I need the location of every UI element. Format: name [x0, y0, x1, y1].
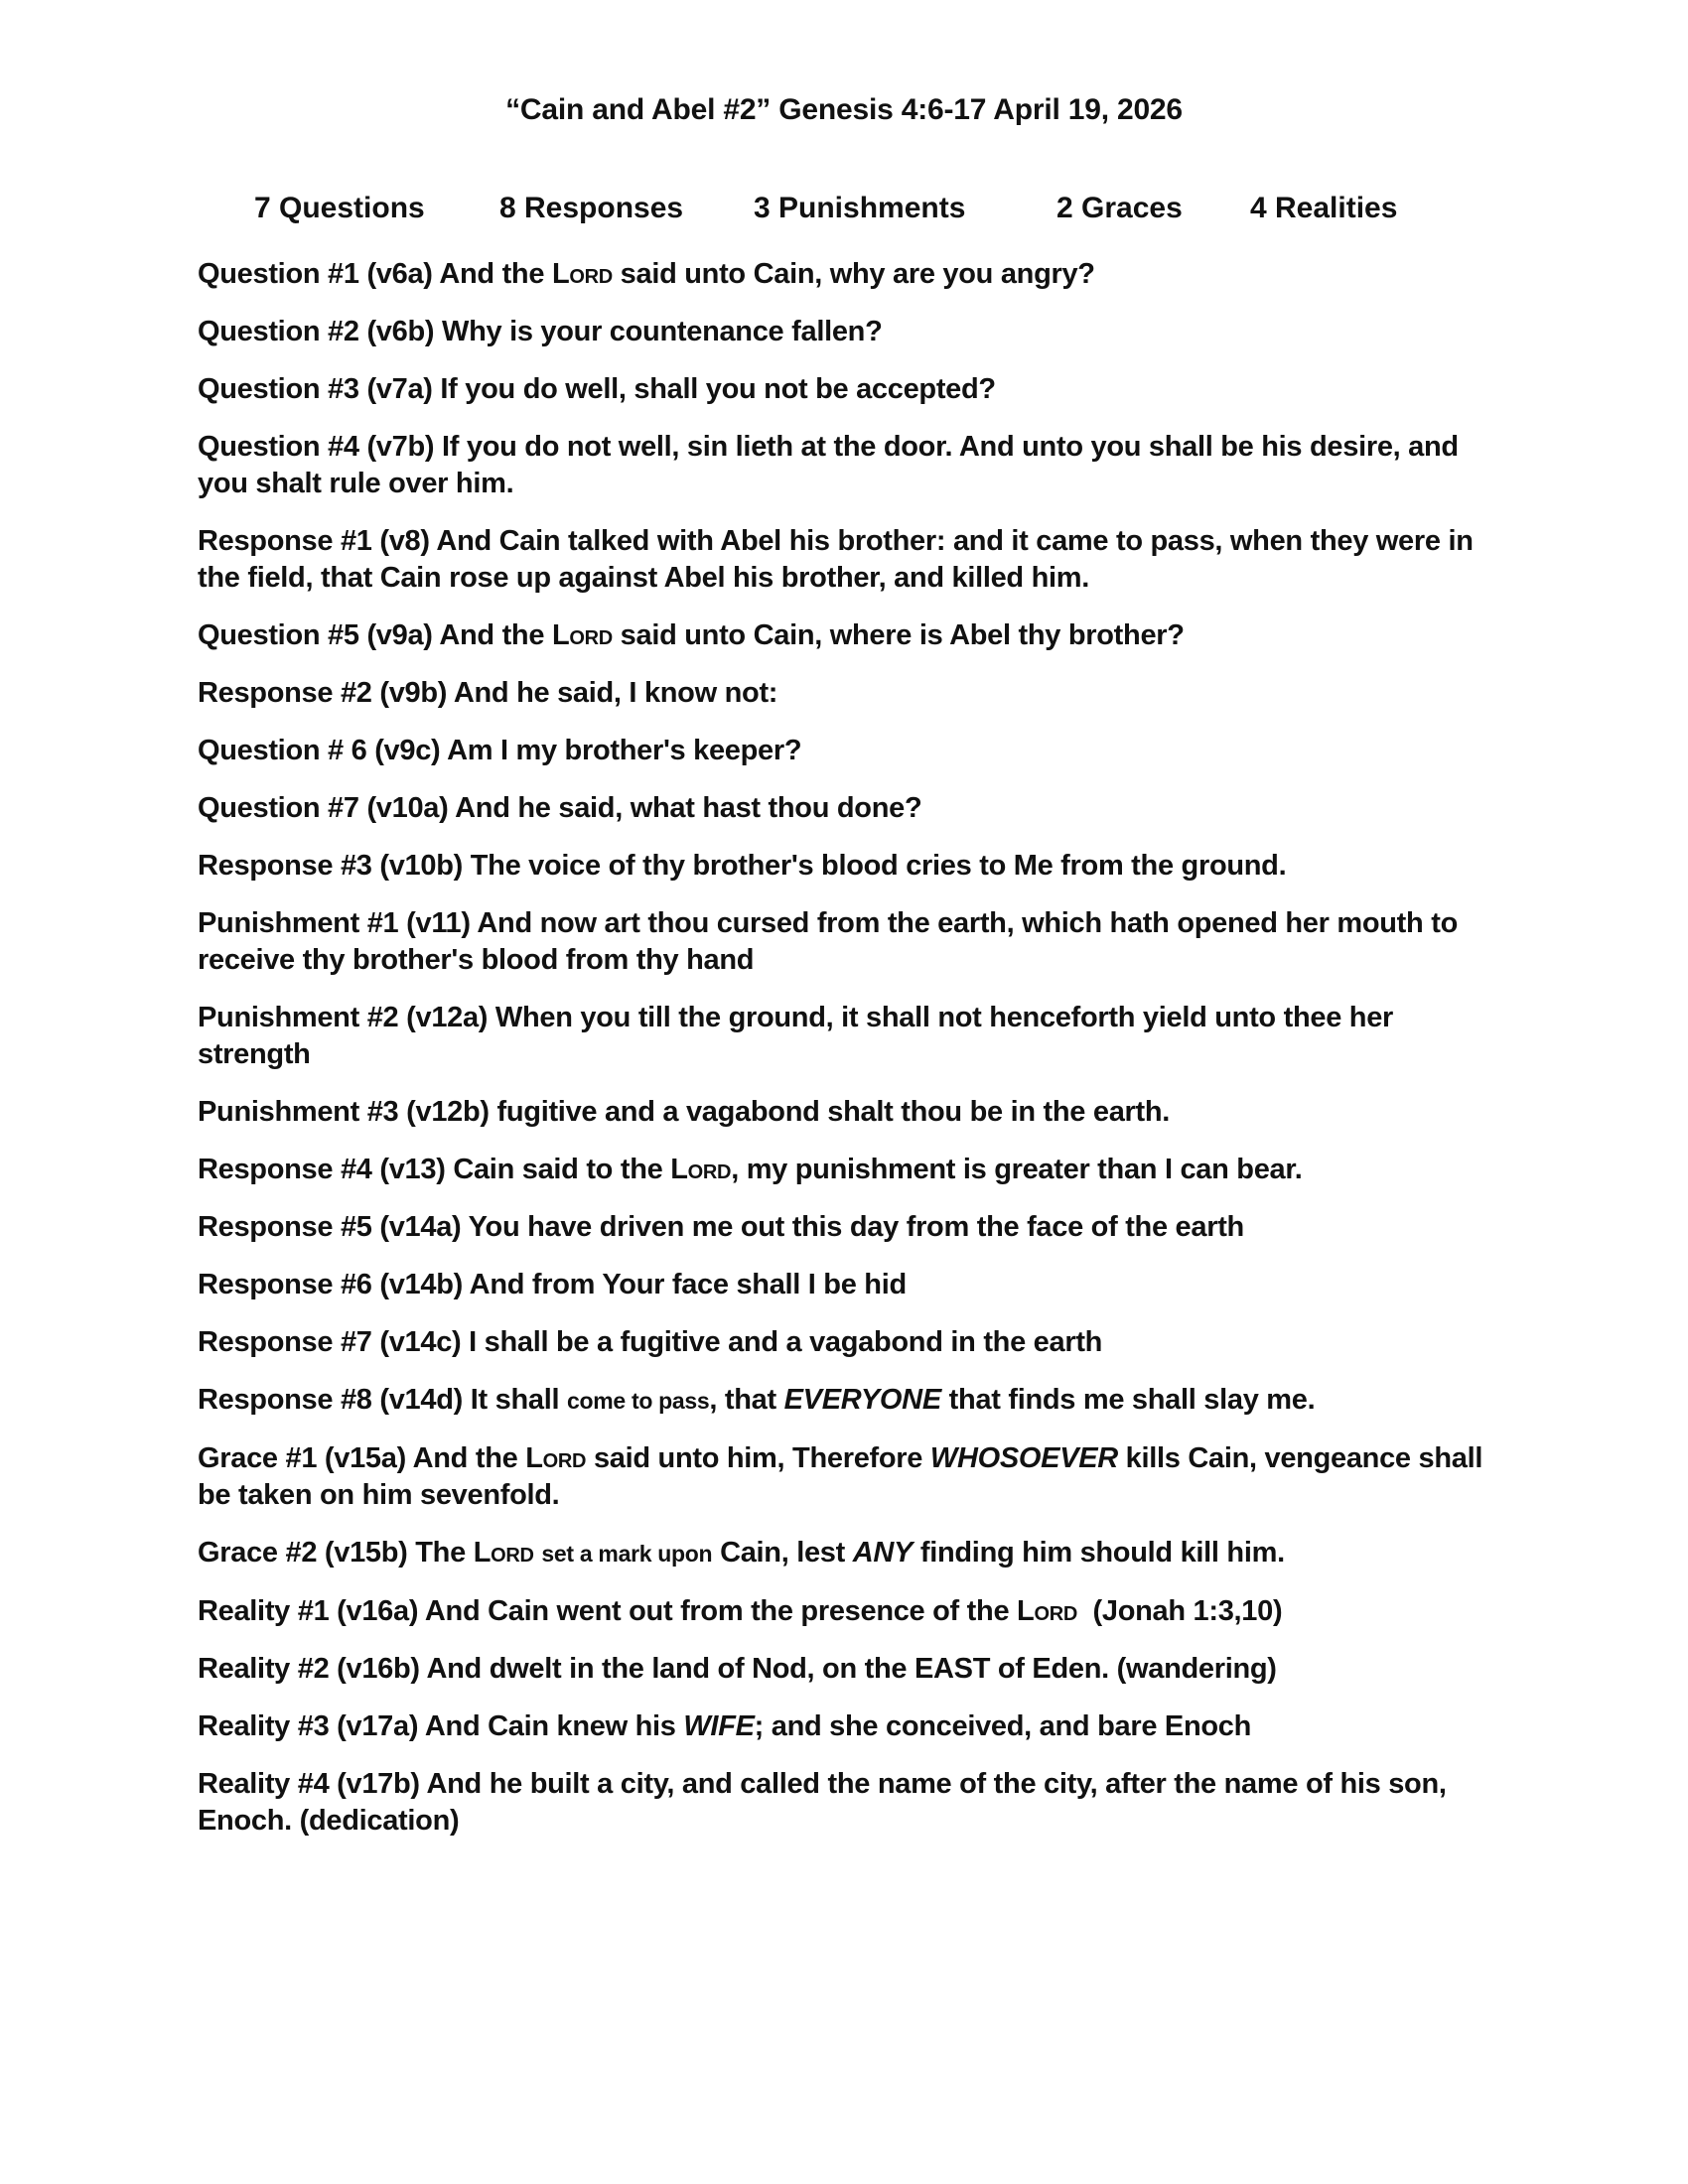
verse-text: said unto Cain, where is Abel thy brother? [612, 619, 1185, 651]
emphasis-text: ANY [852, 1537, 914, 1569]
verse-text: Cain, lest [712, 1537, 853, 1569]
verse-label: Response #5 (v14a) [198, 1211, 462, 1243]
verse-text: And now art thou cursed from the earth, which hath opened her mouth to receive thy brother's blood from thy hand [198, 907, 1466, 976]
verse-text: said unto Cain, why are you angry? [612, 258, 1095, 290]
verse-text: And dwelt in the land of Nod, on the EAST of Eden. (wandering) [419, 1653, 1277, 1685]
verse-list [198, 256, 1488, 1860]
summary-responses: 8 Responses [499, 192, 684, 224]
verse-label: Question #7 (v10a) [198, 792, 449, 824]
verse-item [198, 733, 1488, 769]
verse-text: Am I my brother's keeper? [440, 735, 802, 766]
verse-label: Question #2 (v6b) [198, 316, 435, 347]
verse-item [198, 1382, 1488, 1420]
verse-text: And from Your face shall I be hid [463, 1269, 907, 1300]
verse-label: Grace #1 (v15a) [198, 1442, 406, 1474]
verse-label: Question #1 (v6a) [198, 258, 433, 290]
verse-label: Question # 6 (v9c) [198, 735, 441, 766]
verse-label: Response #8 (v14d) [198, 1384, 463, 1416]
verse-label: Question #5 (v9a) [198, 619, 433, 651]
verse-item [198, 314, 1488, 350]
lord-small-caps: Lord [551, 258, 613, 290]
verse-text: (Jonah 1:3,10) [1077, 1595, 1283, 1627]
verse-label: Response #1 (v8) [198, 525, 430, 557]
verse-item [198, 1267, 1488, 1303]
document-title: “Cain and Abel #2” Genesis 4:6-17 April 19, 2026 [505, 93, 1183, 126]
verse-item [198, 848, 1488, 885]
verse-item [198, 617, 1488, 654]
verse-label: Response #6 (v14b) [198, 1269, 463, 1300]
verse-text: And Cain knew his [418, 1710, 684, 1742]
summary-realities: 4 Realities [1250, 192, 1398, 224]
verse-label: Response #2 (v9b) [198, 677, 448, 709]
verse-text: come to pass [566, 1388, 710, 1414]
verse-text: Cain said to the [445, 1154, 671, 1185]
verse-text: finding him should kill him. [913, 1537, 1285, 1569]
verse-text: If you do not well, sin lieth at the door. And unto you shall be his desire, and you shalt rule over him. [198, 431, 1467, 499]
verse-text: I shall be a fugitive and a vagabond in the earth [461, 1326, 1103, 1358]
verse-item [198, 1766, 1488, 1840]
verse-label: Punishment #3 (v12b) [198, 1096, 490, 1128]
verse-label: Reality #2 (v16b) [198, 1653, 420, 1685]
verse-item [198, 1209, 1488, 1246]
verse-text: And the [432, 619, 552, 651]
verse-text: You have driven me out this day from the face of the earth [461, 1211, 1244, 1243]
verse-label: Reality #1 (v16a) [198, 1595, 419, 1627]
verse-item [198, 675, 1488, 712]
emphasis-text: WHOSOEVER [929, 1442, 1118, 1474]
verse-item [198, 1000, 1488, 1073]
verse-label: Question #4 (v7b) [198, 431, 435, 463]
verse-text: And the [405, 1442, 526, 1474]
verse-text: And Cain talked with Abel his brother: and it came to pass, when they were in the field, that Cain rose up against Abel his brother, and killed him. [198, 525, 1481, 594]
verse-text: that finds me shall slay me. [940, 1384, 1316, 1416]
verse-label: Grace #2 (v15b) [198, 1537, 408, 1569]
verse-text: kills Cain, vengeance shall be taken on him sevenfold. [198, 1442, 1490, 1511]
verse-item [198, 371, 1488, 408]
lord-small-caps: Lord [1017, 1595, 1077, 1627]
verse-text: , my punishment is greater than I can bear. [731, 1154, 1303, 1185]
lord-small-caps: Lord [551, 619, 613, 651]
summary-graces: 2 Graces [1056, 192, 1183, 224]
lord-small-caps: Lord [525, 1442, 587, 1474]
verse-item [198, 1094, 1488, 1131]
verse-label: Response #4 (v13) [198, 1154, 446, 1185]
verse-item [198, 1708, 1488, 1745]
verse-item [198, 1593, 1488, 1630]
verse-item [198, 1440, 1488, 1514]
verse-label: Punishment #2 (v12a) [198, 1002, 489, 1033]
verse-label: Response #7 (v14c) [198, 1326, 462, 1358]
emphasis-text: EVERYONE [783, 1384, 941, 1416]
verse-label: Response #3 (v10b) [198, 850, 463, 882]
verse-text: And the [432, 258, 552, 290]
verse-item [198, 1535, 1488, 1572]
verse-text: If you do well, shall you not be accepted? [432, 373, 996, 405]
verse-text: And Cain went out from the presence of the [418, 1595, 1018, 1627]
emphasis-text: WIFE [683, 1710, 755, 1742]
verse-label: Reality #3 (v17a) [198, 1710, 419, 1742]
summary-questions: 7 Questions [254, 192, 425, 224]
lord-small-caps: Lord [473, 1537, 534, 1569]
verse-label: Question #3 (v7a) [198, 373, 433, 405]
verse-text: , that [709, 1384, 784, 1416]
verse-text: The [407, 1537, 474, 1569]
verse-item [198, 790, 1488, 827]
verse-text: The voice of thy brother's blood cries to Me from the ground. [463, 850, 1287, 882]
verse-item [198, 256, 1488, 293]
verse-text: said unto him, Therefore [586, 1442, 930, 1474]
verse-text: It shall [463, 1384, 567, 1416]
verse-text: When you till the ground, it shall not henceforth yield unto thee her strength [198, 1002, 1401, 1070]
verse-text: And he said, what hast thou done? [448, 792, 922, 824]
verse-item [198, 523, 1488, 597]
verse-text: And he built a city, and called the name of the city, after the name of his son, Enoch. (dedication) [198, 1768, 1455, 1837]
verse-item [198, 429, 1488, 502]
verse-item [198, 1651, 1488, 1688]
verse-item [198, 905, 1488, 979]
verse-text: Why is your countenance fallen? [434, 316, 883, 347]
summary-punishments: 3 Punishments [754, 192, 966, 224]
lord-small-caps: Lord [670, 1154, 732, 1185]
verse-text: And he said, I know not: [447, 677, 778, 709]
verse-text: fugitive and a vagabond shalt thou be in the earth. [489, 1096, 1171, 1128]
verse-item [198, 1152, 1488, 1188]
verse-label: Punishment #1 (v11) [198, 907, 471, 939]
verse-item [198, 1324, 1488, 1361]
verse-text: set a mark upon [541, 1541, 713, 1567]
verse-text: ; and she conceived, and bare Enoch [754, 1710, 1252, 1742]
verse-label: Reality #4 (v17b) [198, 1768, 420, 1800]
